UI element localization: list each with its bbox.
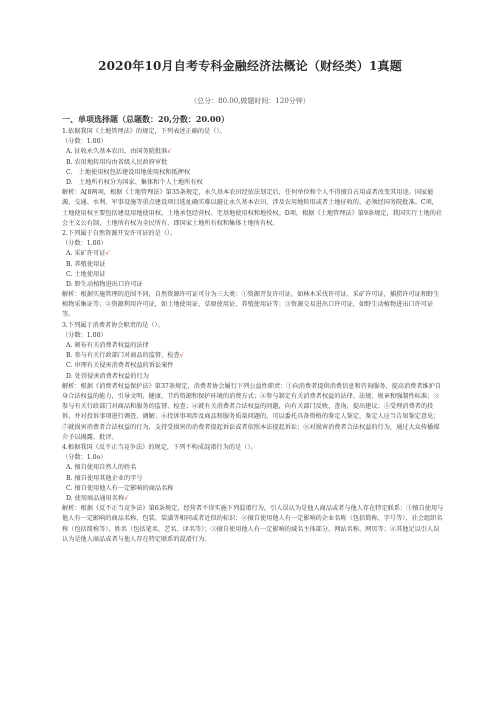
question-score: （分数：1.0o） xyxy=(62,454,107,462)
option-d: D. 土地所有权分为国家、集体和个人土地所有权 xyxy=(66,178,203,186)
option-c: C. 土地使用证 xyxy=(66,270,106,278)
page-title: 2020年10月自考专科金融经济法概论（财经类）1真题 xyxy=(98,59,402,73)
correct-mark-icon: √ xyxy=(167,148,172,156)
question-list xyxy=(62,127,444,545)
correct-mark-icon: √ xyxy=(105,250,110,258)
option-b: B. 擅自使用其他企业的字号 xyxy=(66,474,143,482)
option-a: A. 擅自使用自然人的姓名 xyxy=(66,464,137,472)
exam-meta: （总分：80.00,做题时间：120分钟） xyxy=(190,97,310,105)
question-stem: 1.依据我国《土地管理法》的规定，下列表述正确的是（）。 xyxy=(62,128,226,135)
question-stem: 3.下列属于消费者协会职责的是（）。 xyxy=(62,321,164,329)
option-a: A. 采矿许可证√ xyxy=(66,250,110,258)
option-c: C. 擅自使用他人有一定影响的商品名称 xyxy=(66,484,174,492)
option-c: C. 土地使用权包括建设用地使用权和抵押权 xyxy=(66,168,191,176)
explanation: 解析：根据实施管理的范围不同，自然资源许可证可分为三大类：①资源开发许可证，如林木采伐许可证、采矿许可证，捕捞许可证和野生植物采集证等；②资源利用许可证，如土地使用证、草原使用证、养殖使用证等；③资源交易进出口许可证，如野生动植物进出口许可证等。 xyxy=(62,291,440,319)
option-d: D. 使用商品通用名称√ xyxy=(66,494,129,502)
option-d: D. 野生动植物进出口许可证 xyxy=(66,280,143,288)
correct-mark-icon: √ xyxy=(179,352,184,360)
option-a: A. 颁布有关消费者权益的法律 xyxy=(66,342,149,350)
option-c: C. 审理有关侵害消费者权益的诉讼案件 xyxy=(66,362,174,370)
explanation: 解析：根据《消费者权益保护法》第37条规定，消费者协会履行下列公益性职责：①向消费者提供消费信息和咨询服务，提高消费者维护自身合法权益的能力，引导文明、健康、节约资源和保护环境的消费方式；②参与制定有关消费者权益的法律、法规、规章和强制性标准；③参与有关行政部门对商品和服务的监督、检查；④就有关消费者合法权益的问题，向有关部门反映、查询，提出建议；⑤受理消费者的投诉，并对投诉事项进行调查、调解；⑥投诉事项涉及商品和服务质量问题的，可以委托具备资格的鉴定人鉴定，鉴定人应当告知鉴定意见；⑦就损害消费者合法权益的行为，支持受损害的消费者提起诉讼或者依照本法提起诉讼；⑧对损害消费者合法权益的行为，通过大众传播媒介予以揭露、批评。 xyxy=(62,382,442,441)
option-b: B. 农用地转用均由省级人民政府审批 xyxy=(66,158,168,166)
question-score: （分数：1.00） xyxy=(62,331,107,339)
explanation: 解析：根据《反不正当竞争法》第6条规定，经营者不得实施下列混淆行为，引人误认为是他人商品或者与他人存在特定联系：①擅自使用与他人有一定影响的商品名称、包装、装潢等相同或者近似的标识；②擅自使用他人有一定影响的企业名称（包括简称、字号等）、社会组织名称（包括简称等）、姓名（包括笔名、艺名、译名等）；③擅自使用他人有一定影响的域名主体部分、网站名称、网页等；④其他足以引人误认为是他人商品或者与他人存在特定联系的混淆行为。 xyxy=(62,505,444,543)
option-d: D. 处罚侵害消费者权益的行为 xyxy=(66,372,149,380)
option-b: B. 参与有关行政部门对商品的监督、检查√ xyxy=(66,352,184,360)
correct-mark-icon: √ xyxy=(124,494,129,502)
explanation: 解析：A[8两项，根据《土地管理法》第35条规定，永久基本农田经依法划定后，任何单位和个人不得擅自占用或者改变其用途。国家能源、交通、水利、军事设施等重点建设项目选址确实难以避让永久基本农田，涉及农用地转用或者土地征收的，必须经国务院批准。C项，土地使用权主要包括建设用地使用权、土地承包经营权、宅基地使用权和地役权。D项，根据《土地管理法》第9条规定，我国实行土地的社会主义公有制，土地所有权为全民所有，即国家土地所有权和集体土地所有权。 xyxy=(62,189,443,227)
section-heading: 一、单项选择题（总题数：20,分数：20.00） xyxy=(62,114,229,124)
question-score: （分数：1.00） xyxy=(62,138,107,146)
question-stem: 2.下列属于自然资源开发许可证的是（）。 xyxy=(62,229,177,237)
option-a: A. 征收永久基本农田，由国务院批准√ xyxy=(66,148,172,156)
question-stem: 4.根据我国《反不正当竞争法》的规定，下列不构成混淆行为的是（）。 xyxy=(62,444,257,452)
option-b: B. 养殖使用证 xyxy=(66,260,106,268)
question-score: （分数：1.00） xyxy=(62,240,107,248)
